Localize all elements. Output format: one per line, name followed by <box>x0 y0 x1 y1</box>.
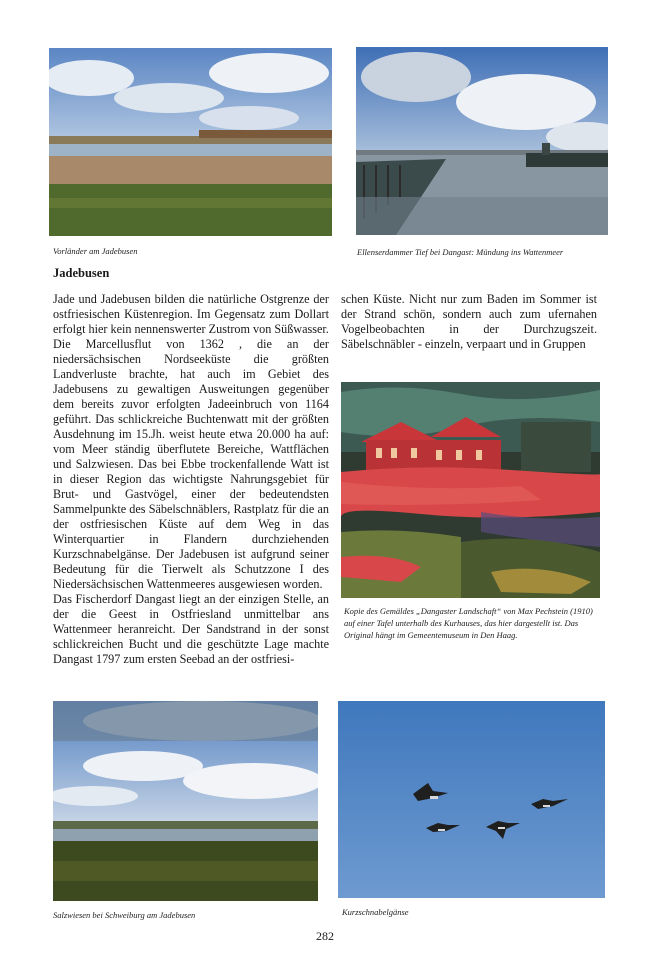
photo-vorlaender <box>49 48 332 236</box>
page-number: 282 <box>316 929 334 943</box>
paragraph: Das Fischerdorf Dangast liegt an der einzigen Stelle, an der die Geest in Ostfriesland unmittelbar ans Wattenmeer heranreicht. Der Sandstrand in der sonst schlickreichen Bucht und die geschützte Lage machte Dangast 1797 zum ersten Seebad an der ostfriesi- <box>53 592 329 666</box>
caption-top-right: Ellenserdammer Tief bei Dangast: Mündung ins Wattenmeer <box>357 247 564 257</box>
paragraph: Jade und Jadebusen bilden die natürliche Ostgrenze der ostfriesischen Küstenregion. Im Gegensatz zum Dollart erfolgt hier kein nennenswerter Zustrom von Süßwasser. <box>53 292 329 336</box>
section-heading: Jadebusen <box>53 266 110 280</box>
body-text-left <box>53 292 329 667</box>
caption-painting: Kopie des Gemäldes „Dangaster Landschaft“ von Max Pechstein (1910) auf einer Tafel unterhalb des Kurhauses, das hier dargestellt ist. Das Original hängt im Gemeentemuseum in Den Haag. <box>344 606 593 640</box>
caption-bottom-right: Kurzschnabelgänse <box>342 907 409 917</box>
photo-pechstein-painting <box>341 382 600 598</box>
caption-bottom-left: Salzwiesen bei Schweiburg am Jadebusen <box>53 910 196 920</box>
photo-ellenserdammer-tief <box>356 47 608 235</box>
paragraph: Die Marcellusflut von 1362 , die an der niedersächsischen Nordseeküste die größten Landverluste brachte, hat auch im Gebiet des Jadebusens zu gewaltigen Ausweitungen gegenüber dem bereits zuvor erfolgten Jadeeinbruch von 1164 geführt. Das schlickreiche Buchtenwatt mit der größten Ausdehnung im 15.Jh. weist heute etwa 20.000 ha auf: vom Meer ständig überflutete Bereiche, Wattflächen und Salzwiesen. Das bei Ebbe trockenfallende Watt ist in dieser Region das wichtigste Nahrungsgebiet für Brut- und Gastvögel, einer der bedeutendsten Sammelpunkte des Säbelschnäblers, Rastplatz für die an der ostfriesischen Küste auf dem Weg in das Winterquartier in Flandern durchziehenden Kurzschnabelgänse. Der Jadebusen ist aufgrund seiner Bedeutung für die Tierwelt als Schutzzone I des Niedersächsischen Wattenmeeres ausgewiesen worden. <box>53 337 329 591</box>
photo-salzwiesen <box>53 701 318 901</box>
photo-kurzschnabelgaense <box>338 701 605 898</box>
body-text-right <box>341 292 597 352</box>
caption-top-left: Vorländer am Jadebusen <box>53 246 138 256</box>
paragraph: schen Küste. Nicht nur zum Baden im Sommer ist der Strand schön, sondern auch zum ufernahen Vogelbeobachten in der Durchzugszeit. Säbelschnäbler - einzeln, verpaart und in Gruppen <box>341 292 597 351</box>
